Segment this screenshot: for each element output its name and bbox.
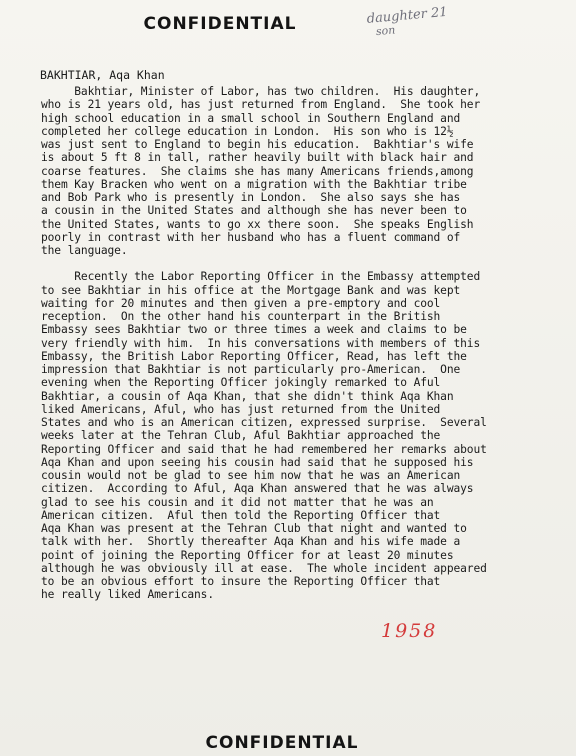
text-line: States and who is an American citizen, expressed surprise. Several <box>41 416 487 429</box>
text-line: who is 21 years old, has just returned from England. She took her <box>41 98 481 112</box>
text-line: Recently the Labor Reporting Officer in the Embassy attempted <box>41 270 481 284</box>
text-line: a cousin in the United States and although she has never been to <box>41 204 467 218</box>
text-line: reception. On the other hand his counterpart in the British <box>41 310 441 323</box>
text-line: Reporting Officer and said that he had remembered her remarks about <box>41 442 487 456</box>
paragraph-gap <box>41 257 553 270</box>
text-line: completed her college education in London. His son who is 12½ <box>41 124 454 138</box>
handwritten-note-line-1: daughter 21 <box>366 4 449 27</box>
text-line: them Kay Bracken who went on a migration with the Bakhtiar tribe <box>41 177 467 191</box>
bottom-classification-stamp: CONFIDENTIAL <box>205 733 359 753</box>
text-line: Aqa Khan was present at the Tehran Club that night and wanted to <box>41 522 467 535</box>
text-line: citizen. According to Aful, Aqa Khan answered that he was always <box>41 482 474 496</box>
faint-pencil-mark <box>255 714 295 732</box>
text-line: high school education in a small school in Southern England and <box>41 111 461 125</box>
text-line: liked Americans, Aful, who has just returned from the United <box>41 402 441 416</box>
text-line: was just sent to England to begin his education. Bakhtiar's wife <box>41 138 474 151</box>
text-line: talk with her. Shortly thereafter Aqa Khan and his wife made a <box>41 535 461 549</box>
text-line: Bakhtiar, a cousin of Aqa Khan, that she didn't think Aqa Khan <box>41 389 454 403</box>
handwritten-year-annotation: 1958 <box>381 620 438 642</box>
text-line: waiting for 20 minutes and then given a pre-emptory and cool <box>41 296 441 310</box>
subject-line: BAKHTIAR, Aqa Khan <box>40 68 165 82</box>
text-line: Aqa Khan and upon seeing his cousin had said that he supposed his <box>41 455 474 469</box>
text-line: poorly in contrast with her husband who has a fluent command of <box>41 230 461 244</box>
text-line: point of joining the Reporting Officer for at least 20 minutes <box>41 548 454 562</box>
text-line: the United States, wants to go xx there soon. She speaks English <box>41 217 474 231</box>
text-line: glad to see his cousin and it did not matter that he was an <box>41 495 434 509</box>
text-line: Embassy sees Bakhtiar two or three times a week and claims to be <box>41 323 467 337</box>
text-line: the language. <box>41 244 128 257</box>
text-line: although he was obviously ill at ease. The whole incident appeared <box>41 561 487 575</box>
text-line: impression that Bakhtiar is not particularly pro-American. One <box>41 363 461 376</box>
handwritten-note-line-2: son <box>375 23 396 39</box>
handwritten-margin-note <box>366 3 479 56</box>
text-line: is about 5 ft 8 in tall, rather heavily built with black hair and <box>41 151 474 165</box>
text-line: Bakhtiar, Minister of Labor, has two children. His daughter, <box>41 85 481 98</box>
text-line: evening when the Reporting Officer jokingly remarked to Aful <box>41 376 441 390</box>
text-line: very friendly with him. In his conversations with members of this <box>41 336 481 350</box>
text-line: Embassy, the British Labor Reporting Officer, Read, has left the <box>41 349 467 363</box>
text-line: American citizen. Aful then told the Reporting Officer that <box>41 508 441 522</box>
text-line: he really liked Americans. <box>41 588 214 602</box>
text-line: weeks later at the Tehran Club, Aful Bakhtiar approached the <box>41 429 441 443</box>
text-line: to see Bakhtiar in his office at the Mortgage Bank and was kept <box>41 283 461 297</box>
paragraph-1 <box>41 85 553 257</box>
memo-body <box>41 85 553 602</box>
text-line: coarse features. She claims she has many Americans friends,among <box>41 164 474 178</box>
text-line: and Bob Park who is presently in London. She also says she has <box>41 191 461 204</box>
text-line: to be an obvious effort to insure the Reporting Officer that <box>41 575 441 588</box>
top-classification-stamp: CONFIDENTIAL <box>143 14 297 34</box>
paragraph-2 <box>41 270 553 601</box>
text-line: cousin would not be glad to see him now that he was an American <box>41 469 461 482</box>
